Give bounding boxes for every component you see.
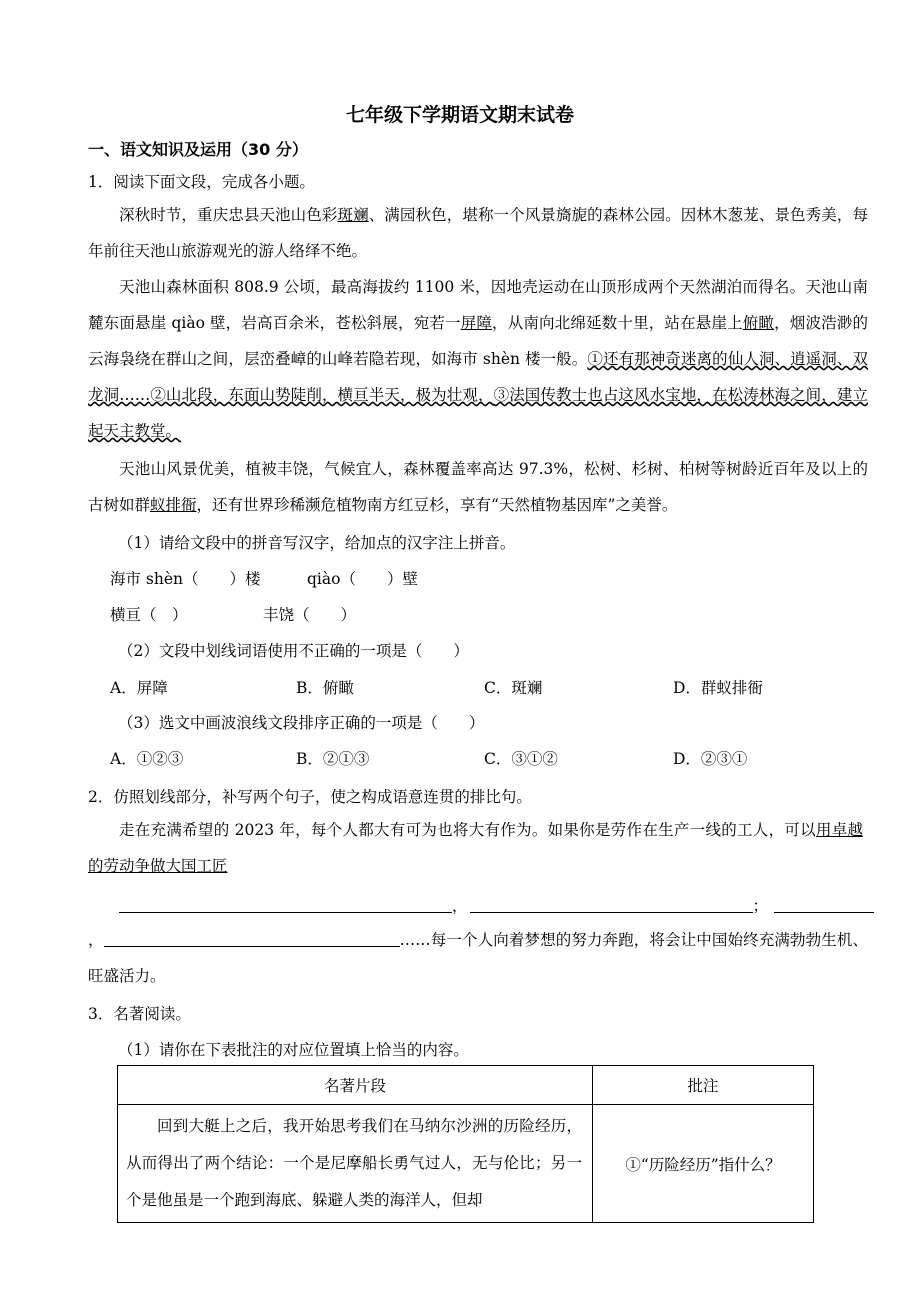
wavy-sentence: ③法国传教士也占这风水宝地，在松涛林海之间，建立起天主教堂。	[88, 386, 868, 440]
punctuation: ；	[752, 897, 769, 915]
text-run: ……每一个人向着梦想的努力奔跑，将会让中国始终充满勃勃生机、旺盛活力。	[88, 931, 868, 985]
subquestion-3: （3）选文中画波浪线文段排序正确的一项是（ ）	[118, 714, 485, 732]
answer-blank[interactable]	[104, 930, 400, 947]
fill-blank[interactable]: 横亘（ ）	[110, 606, 188, 624]
option-c[interactable]: C．③①②	[484, 750, 558, 768]
text-run: ，还有世界珍稀濒危植物南方红豆杉，享有“天然植物基因库”之美誉。	[196, 496, 678, 514]
question-3-stem: 3．名著阅读。	[88, 1005, 191, 1023]
question-1-paragraph-3	[88, 451, 868, 523]
table-cell-note[interactable]: ①“历险经历”指什么？	[593, 1105, 814, 1223]
underlined-sentence: 用卓越的劳动争做大国工匠	[88, 821, 863, 875]
fill-blank[interactable]: 丰饶（ ）	[263, 606, 357, 624]
subquestion-1: （1）请你在下表批注的对应位置填上恰当的内容。	[118, 1041, 469, 1059]
wavy-sentence: ①还有那神奇迷离的仙人洞、逍遥洞、双龙洞……	[88, 350, 868, 404]
underlined-word: 蚁排衙	[150, 496, 197, 514]
question-2-paragraph	[88, 812, 863, 884]
table-header: 名著片段	[118, 1066, 593, 1105]
answer-blank[interactable]	[119, 896, 452, 913]
text-run: ，烟波浩渺的云海袅绕在群山之间，层峦叠嶂的山峰若隐若现，如海市 shèn 楼一般。	[88, 314, 868, 368]
underlined-word: 俯瞰	[742, 314, 775, 332]
option-d[interactable]: D．②③①	[673, 750, 748, 768]
annotation-table	[117, 1065, 814, 1223]
section-heading: 一、语文知识及运用（30 分）	[88, 140, 308, 159]
subquestion-1: （1）请给文段中的拼音写汉字，给加点的汉字注上拼音。	[118, 534, 516, 552]
answer-blank[interactable]	[774, 896, 874, 913]
table-header-row	[118, 1066, 814, 1105]
question-1-stem: 1．阅读下面文段，完成各小题。	[88, 173, 315, 191]
punctuation: ，	[452, 897, 468, 915]
subquestion-2: （2）文段中划线词语使用不正确的一项是（ ）	[118, 642, 469, 660]
underlined-word: 屏障	[460, 314, 493, 332]
text-run: ，从南向北绵延数十里，站在悬崖上	[492, 314, 743, 332]
option-a[interactable]: A．屏障	[110, 679, 168, 697]
punctuation: ，	[88, 931, 104, 949]
answer-line-1	[88, 894, 874, 916]
fill-blank[interactable]: 海市 shèn（ ）楼	[110, 570, 261, 588]
page-title: 七年级下学期语文期末试卷	[345, 104, 574, 126]
table-header: 批注	[593, 1066, 814, 1105]
option-b[interactable]: B．俯瞰	[296, 679, 354, 697]
text-run: 走在充满希望的 2023 年，每个人都大有可为也将大有作为。如果你是劳作在生产一线的工人，可以	[119, 821, 816, 839]
text-run: 深秋时节，重庆忠县天池山色彩	[119, 206, 338, 224]
question-2-stem: 2．仿照划线部分，补写两个句子，使之构成语意连贯的排比句。	[88, 788, 532, 806]
option-c[interactable]: C．斑斓	[484, 679, 543, 697]
table-row	[118, 1105, 814, 1223]
option-d[interactable]: D．群蚁排衙	[673, 679, 763, 697]
question-1-paragraph-2	[88, 269, 868, 449]
option-b[interactable]: B．②①③	[296, 750, 370, 768]
option-a[interactable]: A．①②③	[110, 750, 184, 768]
answer-blank[interactable]	[470, 896, 753, 913]
text-run: 、满园秋色，堪称一个风景旖旎的森林公园。因林木葱茏、景色秀美，每年前往天池山旅游观光的游人络绎不绝。	[88, 206, 868, 260]
text-run: 天池山风景优美，植被丰饶，气候宜人，森林覆盖率高达 97.3%，松树、杉树、柏树等树龄近百年及以上的古树如群	[88, 460, 868, 514]
fill-blank[interactable]: qiào（ ）壁	[307, 570, 418, 588]
table-cell-excerpt: 回到大艇上之后，我开始思考我们在马纳尔沙洲的历险经历，从而得出了两个结论：一个是尼摩船长勇气过人，无与伦比；另一个是他虽是一个跑到海底、躲避人类的海洋人，但却	[118, 1105, 593, 1223]
answer-line-2	[88, 922, 868, 994]
text-run: 天池山森林面积 808.9 公顷，最高海拔约 1100 米，因地壳运动在山顶形成两个天然湖泊而得名。天池山南麓东面悬崖 qiào 壁，岩高百余米，苍松斜展，宛若一	[88, 278, 868, 332]
wavy-sentence: ②山北段，东面山势陡削，横亘半天，极为壮观，	[150, 386, 494, 404]
question-1-paragraph-1	[88, 197, 868, 269]
underlined-word: 斑斓	[337, 206, 369, 224]
